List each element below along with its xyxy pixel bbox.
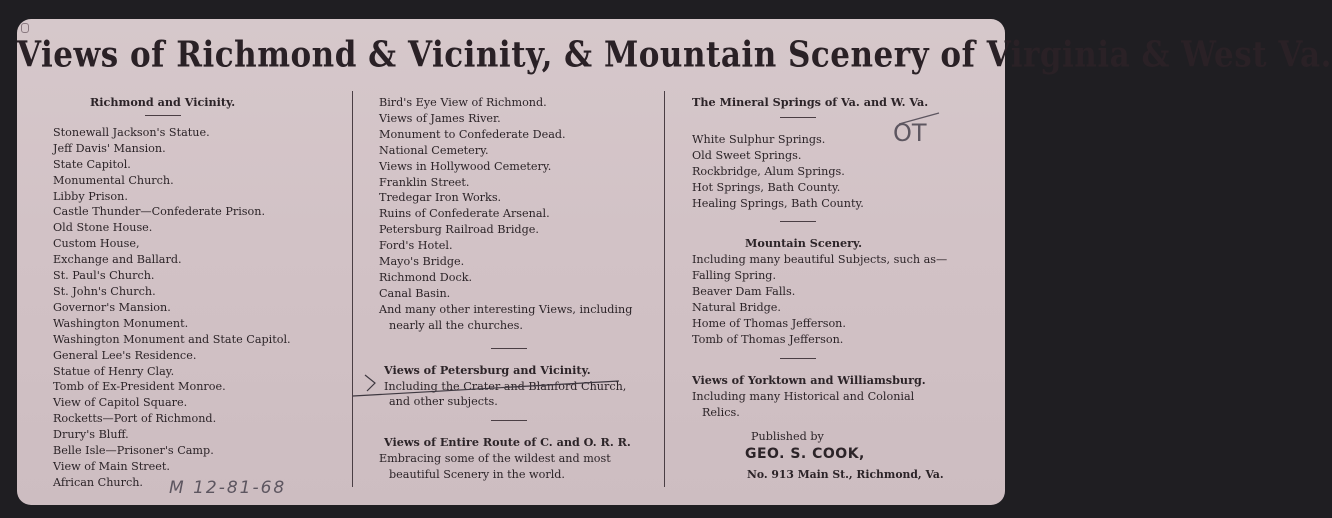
- stereograph-card-back: [17, 19, 1332, 505]
- list-item: Ruins of Confederate Arsenal.: [379, 207, 550, 221]
- column-divider-1: [352, 91, 353, 487]
- corner-punch-mark: [21, 23, 29, 33]
- list-item: State Capitol.: [53, 157, 131, 171]
- list-item: Richmond Dock.: [379, 270, 473, 284]
- richmond-list-cont: [379, 95, 659, 318]
- list-item: View of Capitol Square.: [53, 396, 188, 410]
- list-item: Washington Monument and State Capitol.: [53, 332, 291, 346]
- list-item: St. John's Church.: [53, 284, 156, 298]
- list-item: Natural Bridge.: [692, 301, 781, 315]
- list-item: View of Main Street.: [53, 459, 170, 473]
- list-item: Franklin Street.: [379, 175, 470, 189]
- handwritten-corner-note: OT: [893, 119, 927, 147]
- list-item: And many other interesting Views, including: [379, 302, 633, 316]
- list-item: Washington Monument.: [53, 316, 189, 330]
- card-title: Views of Richmond & Vicinity, & Mountain Scenery of Virginia & West Va.: [17, 34, 1332, 76]
- list-item: Tomb of Ex-President Monroe.: [53, 380, 226, 394]
- list-item: Bird's Eye View of Richmond.: [379, 96, 547, 109]
- list-item: Ford's Hotel.: [379, 239, 453, 253]
- list-item: Belle Isle—Prisoner's Camp.: [53, 444, 214, 458]
- list-item: Custom House,: [53, 237, 140, 251]
- mountain-intro: Including many beautiful Subjects, such as—: [692, 253, 948, 267]
- list-item: nearly all the churches.: [389, 318, 523, 332]
- richmond-heading: Richmond and Vicinity.: [90, 95, 236, 109]
- handwritten-stroke: [897, 111, 941, 127]
- mountain-heading: Mountain Scenery.: [745, 236, 863, 251]
- petersburg-heading: Views of Petersburg and Vicinity.: [384, 362, 591, 377]
- list-item: Views in Hollywood Cemetery.: [379, 159, 552, 173]
- list-item: Tredegar Iron Works.: [379, 191, 502, 205]
- list-item: Hot Springs, Bath County.: [692, 180, 841, 194]
- handwritten-catalog-number: M 12-81-68: [169, 478, 287, 498]
- publisher-address: No. 913 Main St., Richmond, Va.: [747, 468, 944, 482]
- list-item: Mayo's Bridge.: [379, 255, 465, 269]
- list-item: Falling Spring.: [692, 269, 777, 283]
- route-line-2: beautiful Scenery in the world.: [389, 468, 565, 482]
- column-richmond: [53, 95, 343, 491]
- section-rule: [780, 358, 816, 359]
- yorktown-heading: Views of Yorktown and Williamsburg.: [692, 372, 926, 387]
- column-richmond-cont: [379, 95, 659, 483]
- list-item: Beaver Dam Falls.: [692, 285, 796, 299]
- route-line-1: Embracing some of the wildest and most: [379, 452, 611, 466]
- mountain-list: [692, 268, 992, 348]
- yorktown-line-2: Relics.: [702, 405, 740, 419]
- list-item: Statue of Henry Clay.: [53, 364, 175, 378]
- list-item: Stonewall Jackson's Statue.: [53, 125, 210, 139]
- richmond-heading-rule: [145, 115, 181, 116]
- springs-list: [692, 132, 992, 212]
- list-item: Governor's Mansion.: [53, 300, 171, 314]
- list-item: Canal Basin.: [379, 286, 451, 300]
- list-item: Rocketts—Port of Richmond.: [53, 412, 217, 426]
- column-springs: [692, 95, 992, 483]
- list-item: National Cemetery.: [379, 143, 489, 157]
- section-rule: [491, 348, 527, 349]
- petersburg-line-1: Including the Crater and Blanford Church,: [384, 379, 627, 393]
- richmond-list: [53, 125, 343, 491]
- list-item: Rockbridge, Alum Springs.: [692, 164, 845, 178]
- list-item: Petersburg Railroad Bridge.: [379, 223, 539, 237]
- list-item: Exchange and Ballard.: [53, 253, 182, 267]
- pencil-underline-mark: [347, 369, 627, 399]
- list-item: Old Stone House.: [53, 221, 153, 235]
- section-rule: [780, 221, 816, 222]
- list-item: Drury's Bluff.: [53, 428, 129, 442]
- section-rule: [780, 117, 816, 118]
- list-item: African Church.: [53, 475, 143, 489]
- list-item: Monument to Confederate Dead.: [379, 127, 566, 141]
- list-item: White Sulphur Springs.: [692, 132, 826, 146]
- list-item: Views of James River.: [379, 111, 501, 125]
- petersburg-line-2: and other subjects.: [389, 395, 498, 409]
- list-item: Jeff Davis' Mansion.: [53, 141, 166, 155]
- list-item: Tomb of Thomas Jefferson.: [692, 332, 844, 346]
- published-by: Published by: [751, 429, 824, 443]
- list-item: Castle Thunder—Confederate Prison.: [53, 205, 266, 219]
- list-item: Monumental Church.: [53, 173, 174, 187]
- list-item: St. Paul's Church.: [53, 269, 155, 283]
- list-item: Old Sweet Springs.: [692, 148, 802, 162]
- column-divider-2: [664, 91, 665, 487]
- list-item: Healing Springs, Bath County.: [692, 196, 864, 210]
- list-item: Libby Prison.: [53, 189, 128, 203]
- yorktown-line-1: Including many Historical and Colonial: [692, 389, 915, 403]
- publisher-name: GEO. S. COOK,: [745, 446, 865, 463]
- list-item: Home of Thomas Jefferson.: [692, 316, 846, 330]
- section-rule: [491, 420, 527, 421]
- springs-heading: The Mineral Springs of Va. and W. Va.: [692, 95, 929, 109]
- route-heading: Views of Entire Route of C. and O. R. R.: [384, 435, 631, 450]
- list-item: General Lee's Residence.: [53, 348, 197, 362]
